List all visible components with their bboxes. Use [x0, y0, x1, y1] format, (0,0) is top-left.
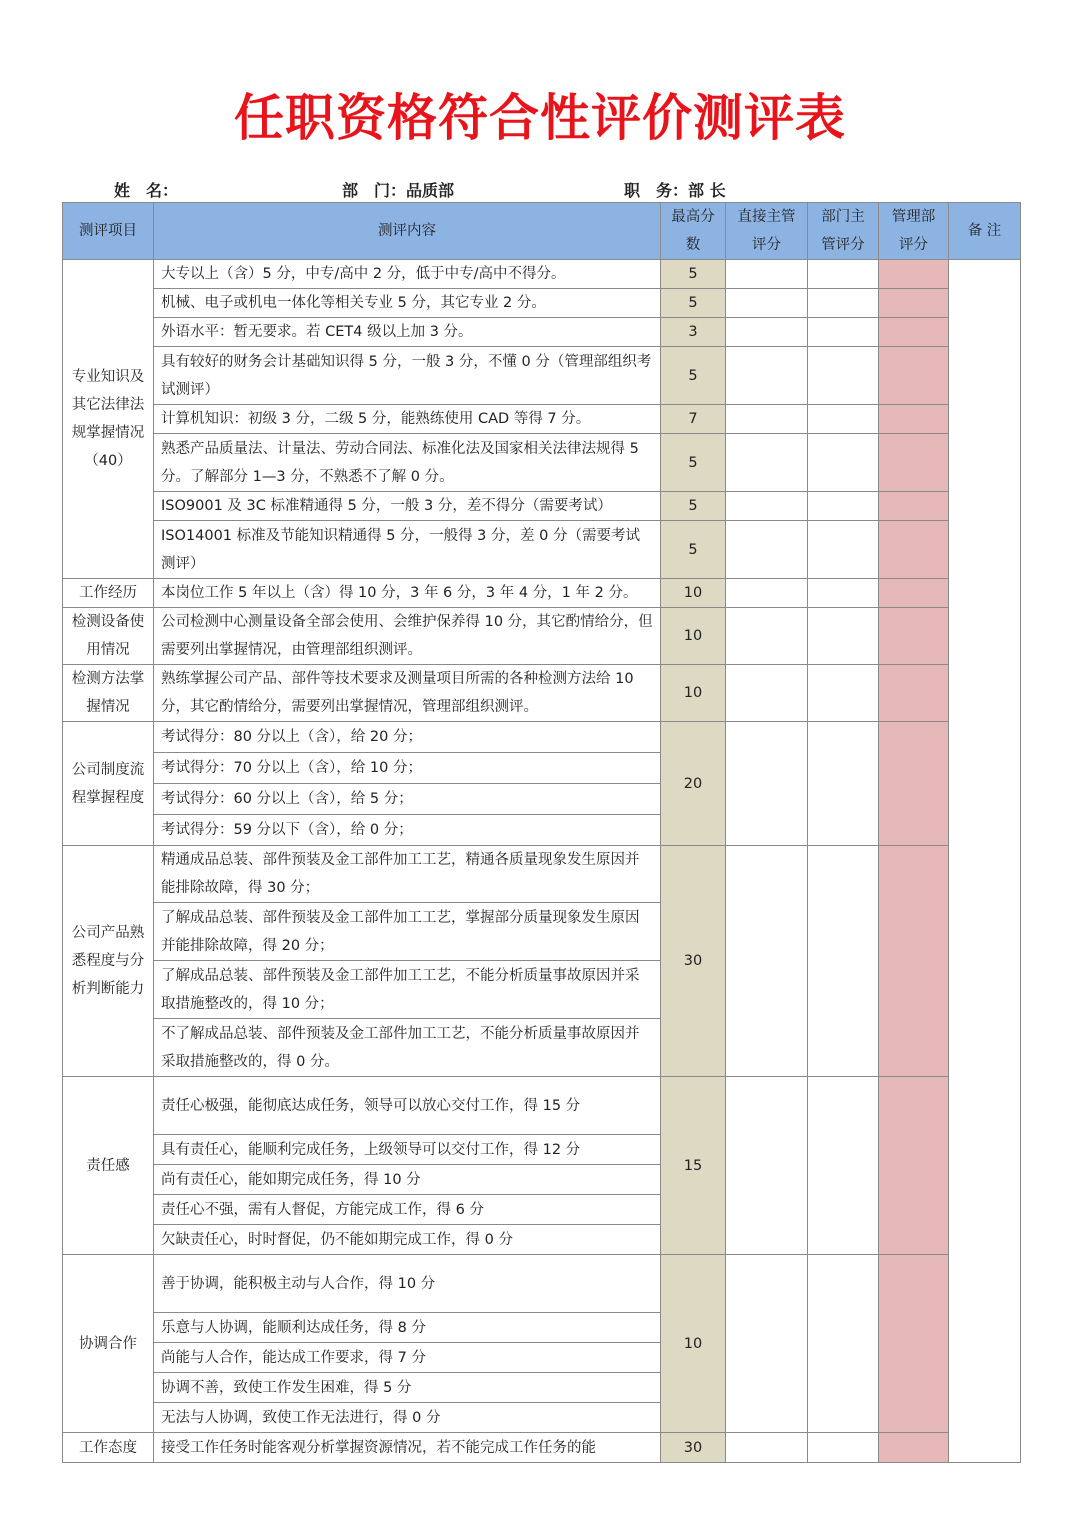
direct-score-input[interactable] [726, 405, 808, 434]
admin-score-input[interactable] [879, 521, 949, 579]
content-cell: 无法与人协调，致使工作无法进行，得 0 分 [154, 1403, 661, 1433]
admin-score-input[interactable] [879, 289, 949, 318]
item-responsibility: 责任感 [63, 1077, 154, 1255]
item-product-knowledge: 公司产品熟悉程度与分析判断能力 [63, 846, 154, 1077]
dept-score-input[interactable] [808, 289, 879, 318]
content-cell: 计算机知识：初级 3 分，二级 5 分，能熟练使用 CAD 等得 7 分。 [154, 405, 661, 434]
admin-score-input[interactable] [879, 579, 949, 608]
direct-score-input[interactable] [726, 521, 808, 579]
remark-cell[interactable] [949, 260, 1021, 1463]
content-cell: 欠缺责任心，时时督促，仍不能如期完成工作，得 0 分 [154, 1225, 661, 1255]
name-label: 姓 名： [114, 181, 179, 200]
max-score-cell: 20 [661, 722, 726, 846]
dept-score-input[interactable] [808, 1433, 879, 1463]
admin-score-input[interactable] [879, 608, 949, 665]
content-cell: 了解成品总装、部件预装及金工部件加工工艺，不能分析质量事故原因并采取措施整改的，得 10 分； [154, 961, 661, 1019]
dept-score-input[interactable] [808, 260, 879, 289]
header-remark: 备 注 [949, 203, 1021, 260]
content-cell: 责任心极强，能彻底达成任务，领导可以放心交付工作，得 15 分 [154, 1077, 661, 1135]
content-cell: 熟悉产品质量法、计量法、劳动合同法、标准化法及国家相关法律法规得 5 分。了解部分 1—3 分，不熟悉不了解 0 分。 [154, 434, 661, 492]
content-cell: 不了解成品总装、部件预装及金工部件加工工艺，不能分析质量事故原因并采取措施整改的，得 0 分。 [154, 1019, 661, 1077]
direct-score-input[interactable] [726, 722, 808, 846]
dept-score-input[interactable] [808, 665, 879, 722]
content-cell: ISO9001 及 3C 标准精通得 5 分，一般 3 分，差不得分（需要考试） [154, 492, 661, 521]
direct-score-input[interactable] [726, 492, 808, 521]
dept-score-input[interactable] [808, 1255, 879, 1433]
max-score-cell: 30 [661, 1433, 726, 1463]
max-score-cell: 10 [661, 665, 726, 722]
content-cell: 善于协调，能积极主动与人合作，得 10 分 [154, 1255, 661, 1313]
direct-score-input[interactable] [726, 846, 808, 1077]
content-cell: ISO14001 标准及节能知识精通得 5 分，一般得 3 分，差 0 分（需要考试测评） [154, 521, 661, 579]
item-equipment-usage: 检测设备使用情况 [63, 608, 154, 665]
direct-score-input[interactable] [726, 434, 808, 492]
admin-score-input[interactable] [879, 260, 949, 289]
position-label: 职 务：部 长 [624, 181, 726, 200]
max-score-cell: 5 [661, 347, 726, 405]
admin-score-input[interactable] [879, 405, 949, 434]
content-cell: 具有责任心，能顺利完成任务，上级领导可以交付工作，得 12 分 [154, 1135, 661, 1165]
max-score-cell: 5 [661, 260, 726, 289]
max-score-cell: 10 [661, 1255, 726, 1433]
department-label: 部 门：品质部 [342, 181, 455, 200]
dept-score-input[interactable] [808, 1077, 879, 1255]
direct-score-input[interactable] [726, 318, 808, 347]
max-score-cell: 5 [661, 492, 726, 521]
dept-score-input[interactable] [808, 608, 879, 665]
content-cell: 尚有责任心，能如期完成任务，得 10 分 [154, 1165, 661, 1195]
max-score-cell: 10 [661, 608, 726, 665]
direct-score-input[interactable] [726, 260, 808, 289]
direct-score-input[interactable] [726, 347, 808, 405]
content-cell: 尚能与人合作，能达成工作要求，得 7 分 [154, 1343, 661, 1373]
content-cell: 考试得分：60 分以上（含），给 5 分； [154, 784, 661, 815]
admin-score-input[interactable] [879, 1433, 949, 1463]
direct-score-input[interactable] [726, 608, 808, 665]
page-title: 任职资格符合性评价测评表 [234, 89, 846, 147]
content-cell: 协调不善，致使工作发生困难，得 5 分 [154, 1373, 661, 1403]
evaluation-table [62, 202, 1021, 1463]
dept-score-input[interactable] [808, 318, 879, 347]
item-work-experience: 工作经历 [63, 579, 154, 608]
item-cooperation: 协调合作 [63, 1255, 154, 1433]
max-score-cell: 30 [661, 846, 726, 1077]
dept-score-input[interactable] [808, 579, 879, 608]
content-cell: 乐意与人协调，能顺利达成任务，得 8 分 [154, 1313, 661, 1343]
content-cell: 熟练掌握公司产品、部件等技术要求及测量项目所需的各种检测方法给 10 分，其它酌情给分，需要列出掌握情况，管理部组织测评。 [154, 665, 661, 722]
content-cell: 公司检测中心测量设备全部会使用、会维护保养得 10 分，其它酌情给分，但需要列出掌握情况，由管理部组织测评。 [154, 608, 661, 665]
content-cell: 具有较好的财务会计基础知识得 5 分，一般 3 分，不懂 0 分（管理部组织考试测评） [154, 347, 661, 405]
content-cell: 了解成品总装、部件预装及金工部件加工工艺，掌握部分质量现象发生原因并能排除故障，得 20 分； [154, 903, 661, 961]
max-score-cell: 5 [661, 521, 726, 579]
header-item: 测评项目 [63, 203, 154, 260]
item-professional-knowledge: 专业知识及其它法律法规掌握情况（40） [63, 260, 154, 579]
admin-score-input[interactable] [879, 347, 949, 405]
content-cell: 考试得分：80 分以上（含），给 20 分； [154, 722, 661, 753]
direct-score-input[interactable] [726, 1433, 808, 1463]
dept-score-input[interactable] [808, 521, 879, 579]
admin-score-input[interactable] [879, 846, 949, 1077]
content-cell: 外语水平：暂无要求。若 CET4 级以上加 3 分。 [154, 318, 661, 347]
content-cell: 接受工作任务时能客观分析掌握资源情况，若不能完成工作任务的能 [154, 1433, 661, 1463]
dept-score-input[interactable] [808, 434, 879, 492]
admin-score-input[interactable] [879, 722, 949, 846]
max-score-cell: 5 [661, 434, 726, 492]
direct-score-input[interactable] [726, 1077, 808, 1255]
header-direct-manager: 直接主管评分 [726, 203, 808, 260]
admin-score-input[interactable] [879, 434, 949, 492]
item-company-policy: 公司制度流程掌握程度 [63, 722, 154, 846]
content-cell: 本岗位工作 5 年以上（含）得 10 分，3 年 6 分，3 年 4 分，1 年 2 分。 [154, 579, 661, 608]
header-content: 测评内容 [154, 203, 661, 260]
direct-score-input[interactable] [726, 665, 808, 722]
direct-score-input[interactable] [726, 289, 808, 318]
direct-score-input[interactable] [726, 1255, 808, 1433]
max-score-cell: 5 [661, 289, 726, 318]
max-score-cell: 3 [661, 318, 726, 347]
content-cell: 考试得分：70 分以上（含），给 10 分； [154, 753, 661, 784]
content-cell: 大专以上（含）5 分，中专/高中 2 分，低于中专/高中不得分。 [154, 260, 661, 289]
admin-score-input[interactable] [879, 318, 949, 347]
content-cell: 机械、电子或机电一体化等相关专业 5 分，其它专业 2 分。 [154, 289, 661, 318]
header-max-score: 最高分数 [661, 203, 726, 260]
item-testing-methods: 检测方法掌握情况 [63, 665, 154, 722]
dept-score-input[interactable] [808, 347, 879, 405]
header-dept-manager: 部门主管评分 [808, 203, 879, 260]
max-score-cell: 15 [661, 1077, 726, 1255]
admin-score-input[interactable] [879, 1255, 949, 1433]
content-cell: 考试得分：59 分以下（含），给 0 分； [154, 815, 661, 846]
direct-score-input[interactable] [726, 579, 808, 608]
dept-score-input[interactable] [808, 492, 879, 521]
max-score-cell: 7 [661, 405, 726, 434]
item-work-attitude: 工作态度 [63, 1433, 154, 1463]
admin-score-input[interactable] [879, 1077, 949, 1255]
admin-score-input[interactable] [879, 665, 949, 722]
max-score-cell: 10 [661, 579, 726, 608]
dept-score-input[interactable] [808, 405, 879, 434]
content-cell: 精通成品总装、部件预装及金工部件加工工艺，精通各质量现象发生原因并能排除故障，得 30 分； [154, 846, 661, 903]
content-cell: 责任心不强，需有人督促，方能完成工作，得 6 分 [154, 1195, 661, 1225]
dept-score-input[interactable] [808, 722, 879, 846]
header-admin-dept: 管理部评分 [879, 203, 949, 260]
dept-score-input[interactable] [808, 846, 879, 1077]
admin-score-input[interactable] [879, 492, 949, 521]
